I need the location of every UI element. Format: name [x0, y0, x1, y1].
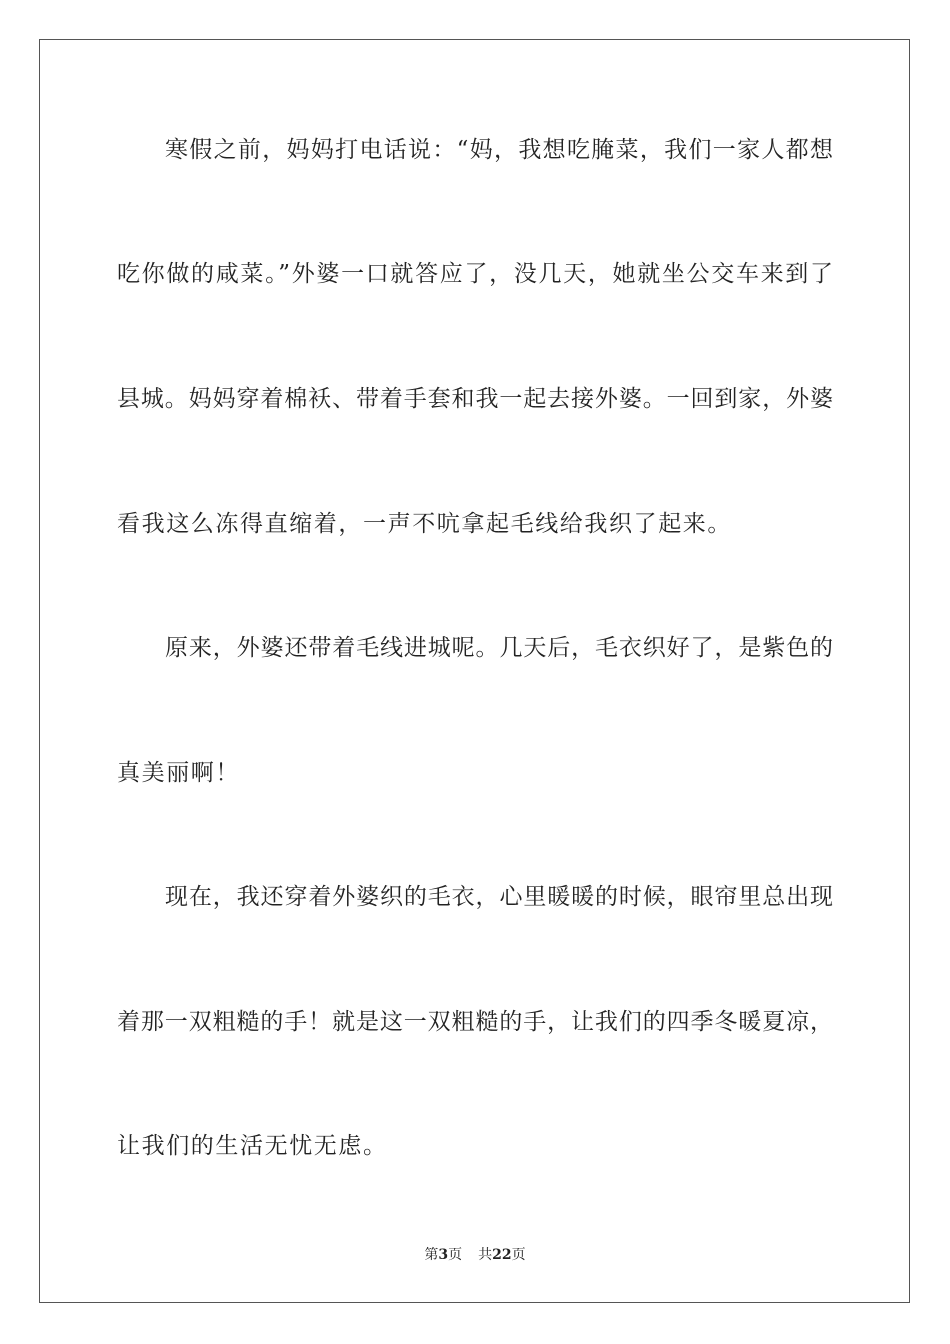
total-prefix: 共: [478, 1247, 493, 1263]
total-pages: 22: [492, 1247, 512, 1263]
page-footer: [0, 1246, 950, 1264]
page-suffix: 页: [448, 1247, 463, 1263]
total-suffix: 页: [511, 1247, 526, 1263]
paragraph-3-line-2: 着那一双粗糙的手！就是这一双粗糙的手，让我们的四季冬暖夏凉，: [117, 1009, 833, 1035]
page-prefix: 第: [424, 1247, 439, 1263]
page-number: 3: [438, 1247, 449, 1263]
paragraph-3-line-3: 让我们的生活无忧无虑。: [117, 1133, 388, 1159]
paragraph-1-line-3: 县城。妈妈穿着棉袄、带着手套和我一起去接外婆。一回到家，外婆: [117, 386, 833, 412]
paragraph-1-line-2: 吃你做的咸菜。”外婆一口就答应了，没几天，她就坐公交车来到了: [117, 261, 833, 287]
page-border: [39, 39, 910, 1303]
paragraph-2-line-2: 真美丽啊！: [117, 760, 240, 786]
paragraph-2-line-1: 原来，外婆还带着毛线进城呢。几天后，毛衣织好了，是紫色的: [165, 635, 833, 661]
paragraph-3-line-1: 现在，我还穿着外婆织的毛衣，心里暖暖的时候，眼帘里总出现: [165, 884, 833, 910]
paragraph-1-line-4: 看我这么冻得直缩着，一声不吭拿起毛线给我织了起来。: [117, 511, 732, 537]
paragraph-1-line-1: 寒假之前，妈妈打电话说：“妈，我想吃腌菜，我们一家人都想: [165, 137, 833, 163]
